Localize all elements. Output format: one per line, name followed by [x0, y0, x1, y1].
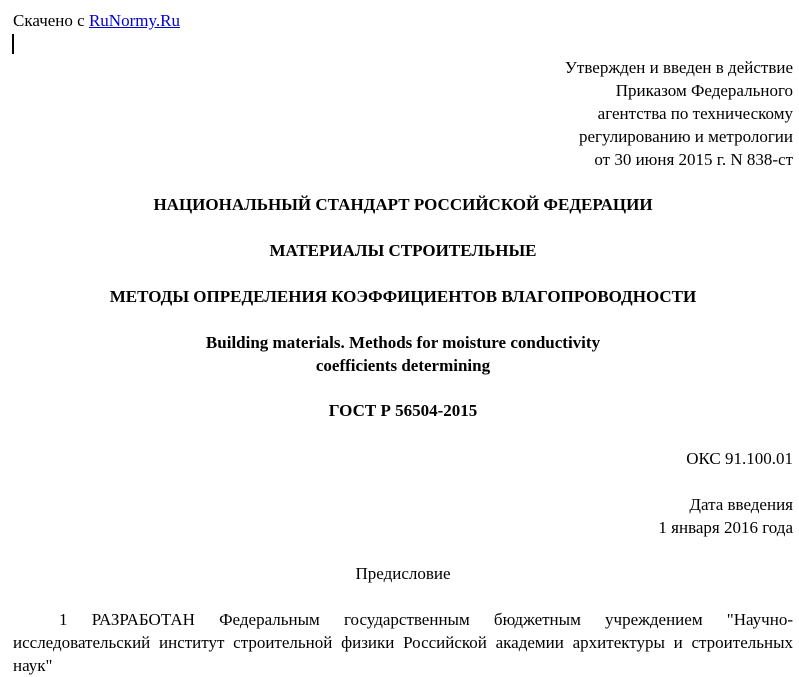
national-standard-title: НАЦИОНАЛЬНЫЙ СТАНДАРТ РОССИЙСКОЙ ФЕДЕРАЦИИ: [153, 195, 653, 214]
source-line: [13, 9, 180, 32]
english-title-line: Building materials. Methods for moisture conductivity: [205, 333, 601, 352]
approval-line: Утвержден и введен в действие: [564, 58, 793, 77]
approval-block: [565, 56, 793, 171]
gost-number: ГОСТ Р 56504-2015: [328, 401, 478, 420]
introduction-date-value: 1 января 2016 года: [658, 518, 793, 537]
approval-line: от 30 июня 2015 г. N 838-ст: [594, 150, 793, 169]
materials-title: МАТЕРИАЛЫ СТРОИТЕЛЬНЫЕ: [269, 241, 537, 260]
approval-line: агентства по техническому: [597, 104, 793, 123]
approval-line: Приказом Федерального: [615, 81, 793, 100]
source-prefix: Скачено с: [13, 11, 85, 30]
preface-paragraph: 1 РАЗРАБОТАН Федеральным государственным бюджетным учреждением "Научно-исследовательский институт строительной физики Российской академии архитектуры и строительных наук": [13, 610, 793, 675]
oks-code: ОКС 91.100.01: [686, 449, 793, 468]
text-cursor: [12, 34, 14, 54]
methods-title: МЕТОДЫ ОПРЕДЕЛЕНИЯ КОЭФФИЦИЕНТОВ ВЛАГОПРОВОДНОСТИ: [109, 287, 697, 306]
english-title-line: coefficients determining: [315, 356, 491, 375]
source-link[interactable]: RuNormy.Ru: [88, 11, 180, 30]
introduction-date-label: Дата введения: [689, 495, 793, 514]
preface-title: Предисловие: [355, 564, 451, 583]
english-title: [0, 331, 799, 377]
introduction-date: [658, 493, 793, 539]
approval-line: регулированию и метрологии: [578, 127, 793, 146]
